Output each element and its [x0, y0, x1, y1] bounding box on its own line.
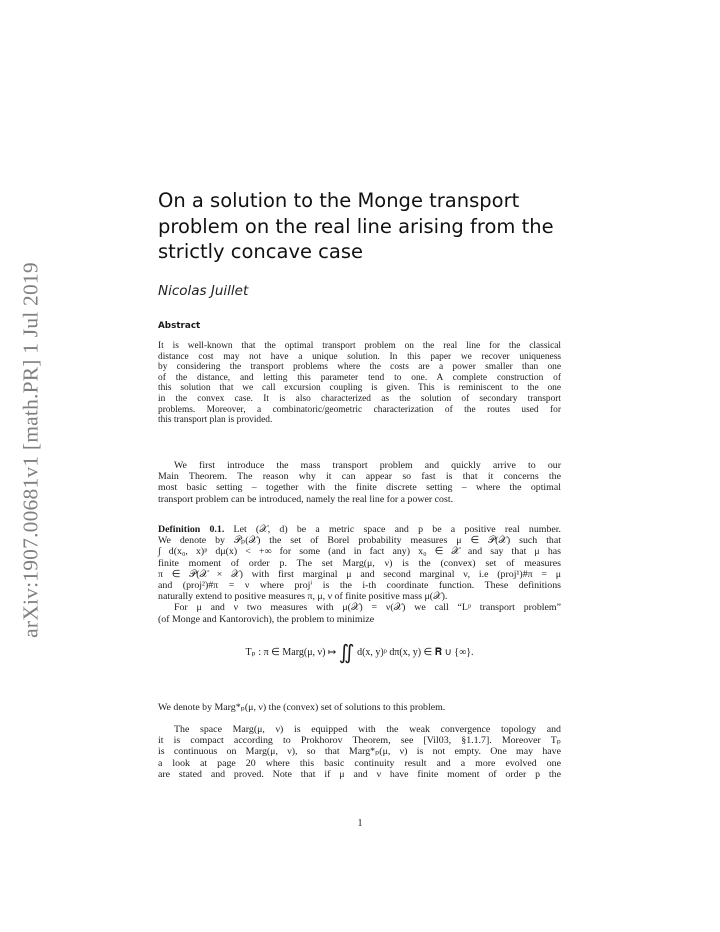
paragraph-line: is continuous on Marg(μ, ν), so that Marg*ₚ(μ, ν) is not empty. One may have	[158, 746, 561, 758]
display-equation	[158, 640, 561, 665]
equation-right: d(x, y)ᵖ dπ(x, y) ∈ 𝐑 ∪ {∞}.	[357, 647, 474, 658]
abstract-line: problems. Moreover, a combinatoric/geometric characterization of the routes used for	[158, 404, 561, 415]
author-name: Nicolas Juillet	[158, 283, 249, 299]
page-number: 1	[357, 818, 363, 829]
definition-line: and (proj²)#π = ν where projⁱ is the i-th coordinate function. These definitions	[158, 580, 561, 592]
intro-paragraph	[158, 460, 561, 505]
abstract-line: by considering the transport problems where the costs are a power smaller than one	[158, 362, 561, 373]
paragraph-line: it is compact according to Prokhorov Theorem, see [Vil03, §1.1.7]. Moreover Tₚ	[158, 735, 561, 747]
definition-line: We denote by 𝒫ₚ(𝒳) the set of Borel probability measures μ ∈ 𝒫(𝒳) such that	[158, 535, 561, 547]
paper-title	[158, 188, 578, 265]
definition-block	[158, 524, 561, 625]
abstract-body	[158, 341, 561, 426]
post-equation-line: We denote by Marg*ₚ(μ, ν) the (convex) set of solutions to this problem.	[158, 702, 446, 713]
definition-line: Definition 0.1. Let (𝒳, d) be a metric space and p be a positive real number.	[158, 524, 562, 535]
title-line: problem on the real line arising from the	[158, 214, 554, 238]
definition-line: (of Monge and Kantorovich), the problem to minimize	[158, 613, 375, 625]
definition-line: π ∈ 𝒫(𝒳 × 𝒳) with first marginal μ and second marginal ν, i.e (proj¹)#π = μ	[158, 568, 561, 580]
abstract-line: this solution that we call excursion coupling is given. This is reminiscent to the one	[158, 383, 561, 394]
definition-line: naturally extend to positive measures π, μ, ν of finite positive mass μ(𝒳).	[158, 591, 448, 603]
intro-line: transport problem can be introduced, namely the real line for a power cost.	[158, 493, 454, 505]
arxiv-identifier-text: arXiv:1907.00681v1 [math.PR] 1 Jul 2019	[18, 262, 43, 638]
abstract-line: of the distance, and letting this parameter tend to one. A complete construction of	[158, 372, 561, 383]
definition-line: ∫ d(x₀, x)ᵖ dμ(x) < +∞ for some (and in fact any) x₀ ∈ 𝒳 and say that μ has	[158, 546, 561, 558]
definition-line: finite moment of order p. The set Marg(μ, ν) is the (convex) set of measures	[158, 557, 561, 569]
paragraph-line: The space Marg(μ, ν) is equipped with the weak convergence topology and	[174, 724, 561, 735]
abstract-line: It is well-known that the optimal transport problem on the real line for the classical	[158, 341, 561, 351]
definition-line: For μ and ν two measures with μ(𝒳) = ν(𝒳) we call “Lᵖ transport problem”	[174, 602, 561, 614]
abstract-line: this transport plan is provided.	[158, 415, 273, 426]
intro-line: Main Theorem. The reason why it can appear so fast is that it concerns the	[158, 471, 561, 483]
intro-line: most basic setting – together with the finite discrete setting – where the optimal	[158, 482, 561, 494]
definition-label: Definition 0.1.	[158, 524, 225, 535]
post-equation-text	[158, 702, 561, 713]
title-line: strictly concave case	[158, 240, 364, 263]
paragraph-two	[158, 724, 561, 780]
intro-line: We first introduce the mass transport problem and quickly arrive to our	[174, 460, 561, 471]
title-line: On a solution to the Monge transport	[158, 189, 520, 212]
abstract-heading: Abstract	[158, 321, 201, 331]
equation-left: Tₚ : π ∈ Marg(μ, ν) ↦	[245, 647, 337, 658]
arxiv-identifier-stamp	[14, 250, 48, 650]
abstract-line: distance cost may not have a unique solution. In this paper we recover uniqueness	[158, 351, 561, 362]
paragraph-line: are stated and proved. Note that if μ and ν have finite moment of order p the	[158, 768, 561, 780]
abstract-line: in the convex case. It is also characterized as the solution of secondary transport	[158, 393, 561, 404]
paragraph-line: a look at page 20 where this basic continuity result and a more evolved one	[158, 757, 561, 769]
double-integral-symbol: ∬	[338, 642, 355, 664]
